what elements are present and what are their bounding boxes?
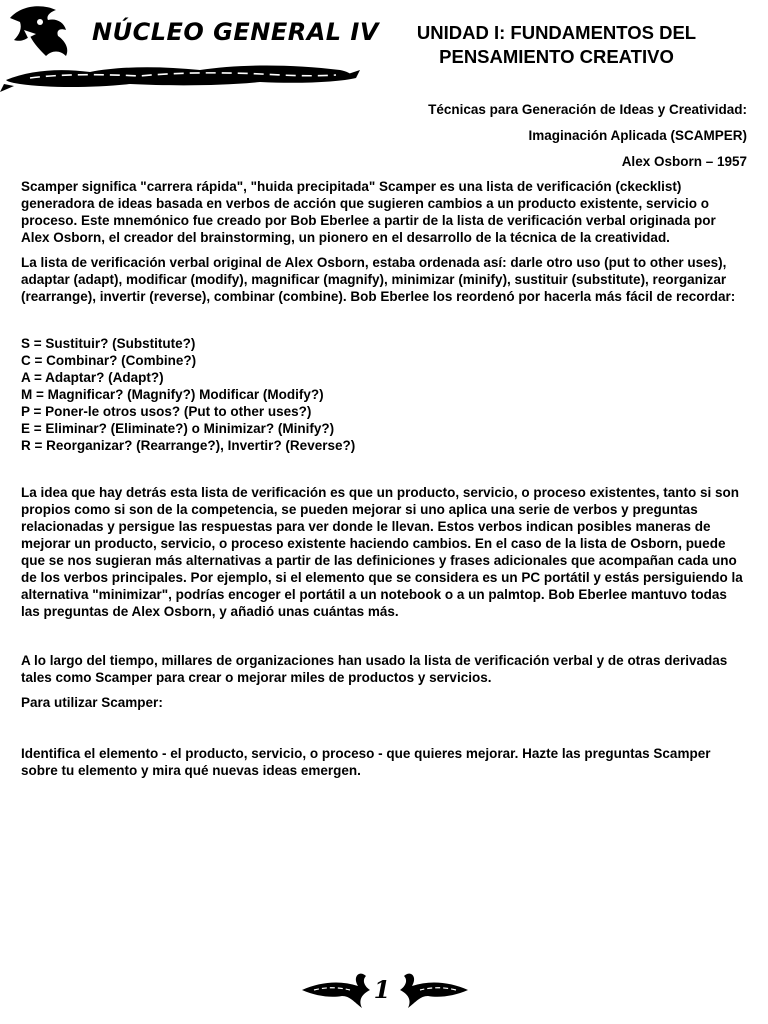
spacer [21,313,747,335]
list-item: C = Combinar? (Combine?) [21,353,197,368]
list-item: E = Eliminar? (Eliminate?) o Minimizar? (Minify?) [21,421,335,436]
paragraph-instructions: Identifica el elemento - el producto, servicio, o proceso - que quieres mejorar. Hazte las preguntas Scamper sobre tu elemento y mira qué nuevas ideas emergen. [21,746,711,778]
logo [0,0,379,96]
list-item: S = Sustituir? (Substitute?) [21,336,196,351]
logo-text: NÚCLEO GENERAL IV [92,18,379,46]
list-item: P = Poner-le otros usos? (Put to other uses?) [21,404,312,419]
scamper-list [21,335,747,454]
author-line: Alex Osborn – 1957 [621,154,747,169]
paragraph-original-list: La lista de verificación verbal original de Alex Osborn, estaba ordenada así: darle otro uso (put to other uses), adaptar (adapt), modificar (modify), magnificar (magnify), minimizar (minify), sustituir (substitute), reorganizar (rearrange), invertir (reverse), combinar (combine). Bob Eberlee los reordenó por hacerla más fácil de recordar: [21,255,736,304]
unit-title [384,21,729,69]
unit-title-line-2: PENSAMIENTO CREATIVO [439,46,674,67]
unit-title-line-1: UNIDAD I: FUNDAMENTOS DEL [416,22,697,43]
technique-title: Imaginación Aplicada (SCAMPER) [528,128,747,143]
spacer [21,628,747,652]
paragraph-intro: Scamper significa "carrera rápida", "huida precipitada" Scamper es una lista de verificación (ckecklist) generadora de ideas basada en verbos de acción que sugieren cambios a un producto existente, servicio o proceso. Este mnemónico fue creado por Bob Eberlee a partir de la lista de verificación verbal originada por Alex Osborn, el creador del brainstorming, un pionero en el desarrollo de la técnica de la creatividad. [21,179,716,245]
list-item: A = Adaptar? (Adapt?) [21,370,164,385]
dragon-logo-graphic [0,0,360,96]
paragraph-usage-heading: Para utilizar Scamper: [21,695,163,710]
page-number: 1 [373,975,391,1004]
list-item: M = Magnificar? (Magnify?) Modificar (Modify?) [21,387,324,402]
subtitle: Técnicas para Generación de Ideas y Creatividad: [428,102,747,117]
paragraph-history: A lo largo del tiempo, millares de organizaciones han usado la lista de verificación verbal y de otras derivadas tales como Scamper para crear o mejorar miles de productos y servicios. [21,653,728,685]
paragraph-explanation: La idea que hay detrás esta lista de verificación es que un producto, servicio, o proceso existentes, tanto si son propios como si son de la competencia, se pueden mejorar si uno aplica una serie de verbos y preguntas relacionadas y persigue las respuestas para ver donde le llevan. Estos verbos indican posibles maneras de mejorar un producto, servicio, o proceso existente haciendo cambios. En el caso de la lista de Osborn, puede que se nos sugieran más alternativas a partir de las definiciones y frases adicionales que acompañan cada uno de los verbos principales. Por ejemplo, si el elemento que se considera es un PC portátil y estás persiguiendo la alternativa "minimizar", podrías encoger el portátil a un notebook o a un palmtop. Bob Eberlee mantuvo todas las preguntas de Alex Osborn, y añadió unas cuántas más. [21,485,743,619]
spacer [21,719,747,745]
spacer [21,454,747,484]
document-body [21,178,747,787]
list-item: R = Reorganizar? (Rearrange?), Invertir? (Reverse?) [21,438,356,453]
